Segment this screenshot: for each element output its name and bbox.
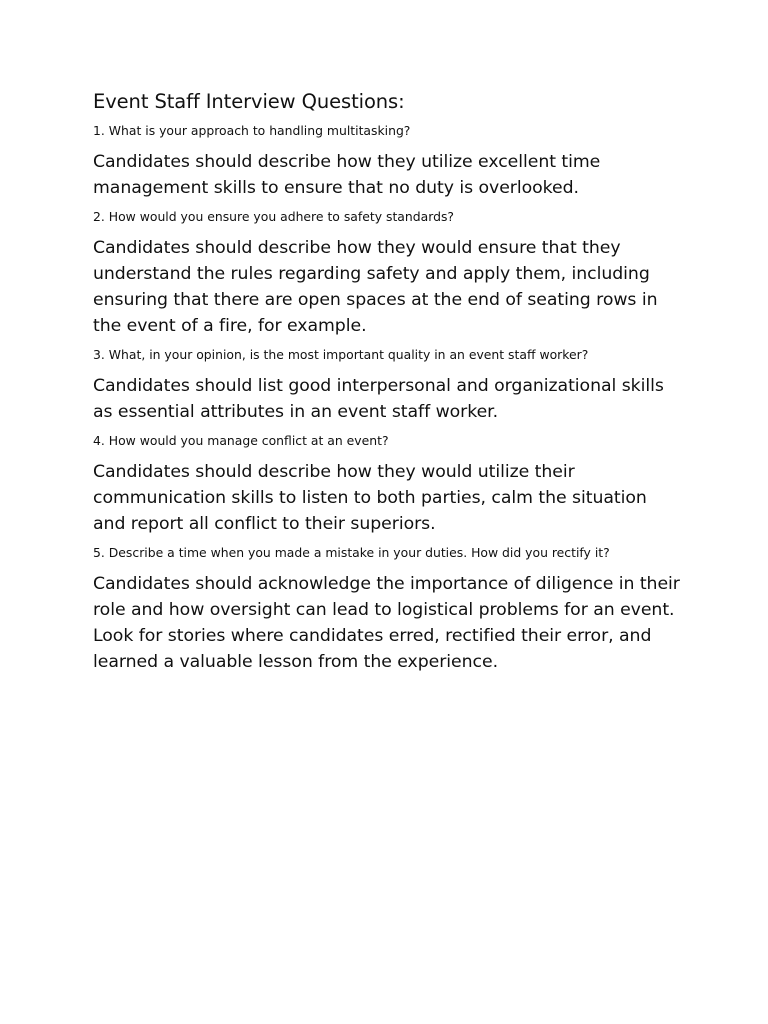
answer-3: Candidates should list good interpersonal and organizational skills as essential attributes in an event staff worker. — [93, 376, 664, 422]
qa-item-5 — [93, 544, 683, 675]
question-1: 1. What is your approach to handling multitasking? — [93, 123, 411, 138]
question-3: 3. What, in your opinion, is the most important quality in an event staff worker? — [93, 347, 589, 362]
answer-4: Candidates should describe how they would utilize their communication skills to listen to both parties, calm the situation and report all conflict to their superiors. — [93, 462, 647, 534]
question-4: 4. How would you manage conflict at an event? — [93, 433, 389, 448]
qa-item-2 — [93, 208, 683, 339]
document-page — [93, 88, 683, 682]
qa-item-1 — [93, 122, 683, 201]
answer-2: Candidates should describe how they would ensure that they understand the rules regarding safety and apply them, including ensuring that there are open spaces at the end of seating rows in the event of a fire, for example. — [93, 238, 658, 336]
question-2: 2. How would you ensure you adhere to safety standards? — [93, 209, 454, 224]
answer-5: Candidates should acknowledge the importance of diligence in their role and how oversight can lead to logistical problems for an event. Look for stories where candidates erred, rectified their error, and learned a valuable lesson from the experience. — [93, 574, 680, 672]
document-title: Event Staff Interview Questions: — [93, 90, 405, 113]
qa-item-3 — [93, 346, 683, 425]
answer-1: Candidates should describe how they utilize excellent time management skills to ensure that no duty is overlooked. — [93, 152, 601, 198]
question-5: 5. Describe a time when you made a mistake in your duties. How did you rectify it? — [93, 545, 610, 560]
qa-item-4 — [93, 432, 683, 537]
